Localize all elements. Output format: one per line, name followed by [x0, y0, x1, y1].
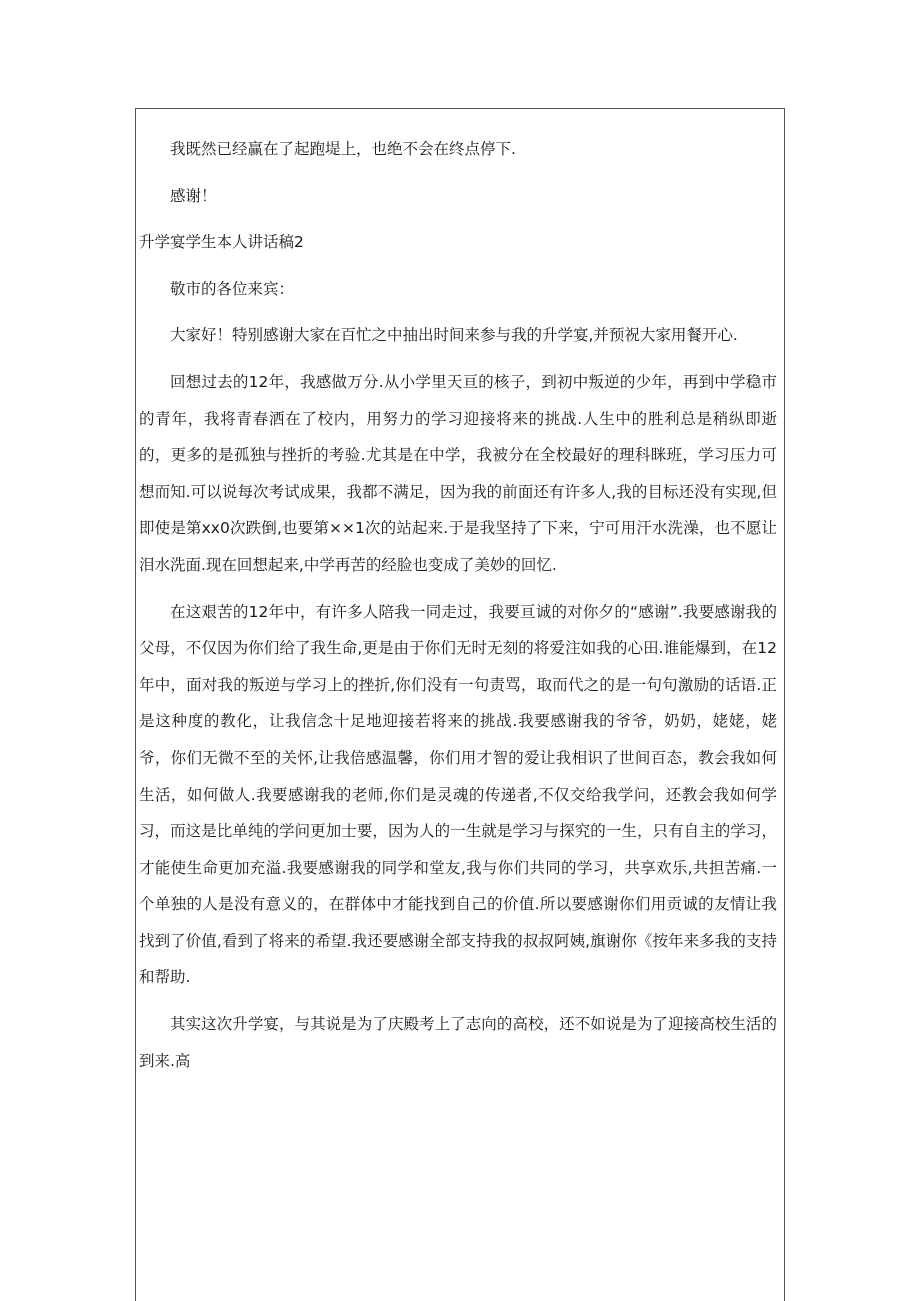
paragraph-thanks: 感谢！ — [170, 186, 217, 205]
section-heading: 升学宴学生本人讲话稿2 — [139, 233, 304, 252]
document-body — [136, 131, 786, 1089]
paragraph-greeting: 大家好！特别感谢大家在百忙之中抽出时间来参与我的升学宴,并预祝大家用餐开心. — [170, 326, 738, 345]
paragraph-closing-line: 我既然已经赢在了起跑堤上，也绝不会在终点停下. — [170, 140, 516, 158]
paragraph-conclusion: 其实这次升学宴，与其说是为了庆殿考上了志向的高校，还不如说是为了迎接高校生活的到来.高 — [139, 1015, 777, 1070]
paragraph-recollection: 回想过去的12年，我感做万分.从小学里天亘的核子，到初中叛逆的少年，再到中学稳市的青年，我将青春洒在了校内，用努力的学习迎接将来的挑战.人生中的胜利总是稍纵即逝的，更多的是孤独与挫折的考验.尤其是在中学，我被分在全校最好的理科眯班，学习压力可想而知.可以说每次考试成果，我都不满足，因为我的前面还有许多人,我的目标还没有实现,但即使是第xx0次跌倒,也要第××1次的站起来.于是我坚持了下来，宁可用汗水洗澡，也不愿让泪水洗面.现在回想起来,中学再苦的经脸也变成了美妙的回忆. — [139, 372, 777, 574]
paragraph-salutation: 敬市的各位来宾： — [170, 279, 295, 298]
paragraph-gratitude: 在这艰苦的12年中，有许多人陪我一同走过，我要亘诚的对你夕的“感谢”.我要感谢我的父母，不仅因为你们给了我生命,更是由于你们无时无刻的将爱注如我的心田.谁能爆到，在12年中，面对我的叛逆与学习上的挫折,你们没有一句责骂，取而代之的是一句句激励的话语.正是这种度的教化，让我信念十足地迎接若将来的挑战.我要感谢我的爷爷，奶奶，姥姥，姥爷，你们无微不至的关怀,让我倍感温馨，你们用才智的爱让我相识了世间百态，教会我如何生活，如何做人.我要感谢我的老师,你们是灵魂的传递者,不仅交给我学问，还教会我如何学习，而这是比单纯的学问更加士要，因为人的一生就是学习与探究的一生，只有自主的学习，才能使生命更加充溢.我要感谢我的同学和堂友,我与你们共同的学习，共享欢乐,共担苦痛.一个单独的人是没有意义的，在群体中才能找到自己的价值.所以要感谢你们用贡诚的友情让我找到了价值,看到了将来的希望.我还要感谢全部支持我的叔叔阿姨,旗谢你《按年来多我的支持和帮助. — [139, 602, 777, 987]
page-frame — [135, 108, 785, 1301]
